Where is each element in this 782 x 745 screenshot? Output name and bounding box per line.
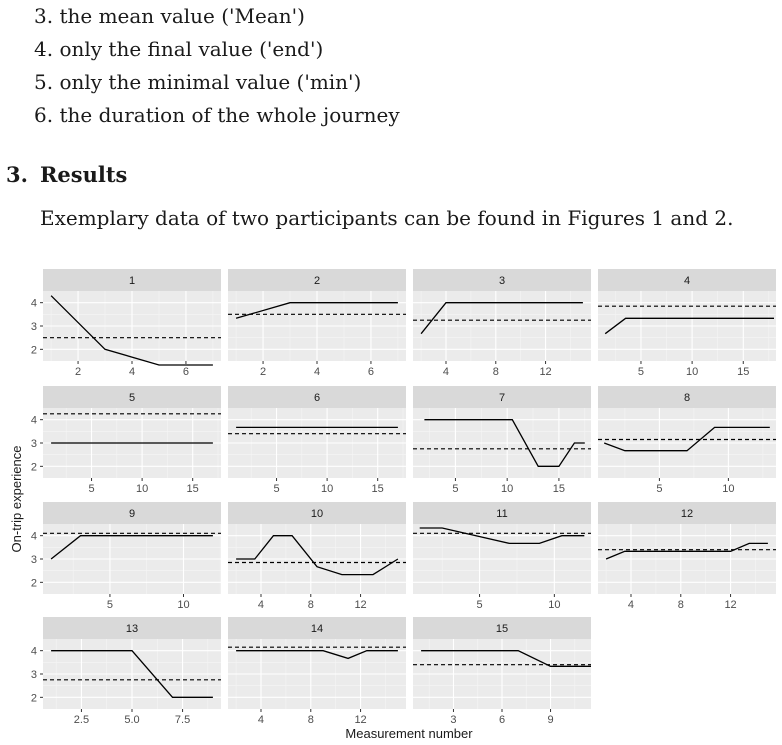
facet-panel (228, 269, 406, 378)
list-item-text: only the final value ('end') (59, 37, 324, 61)
x-tick-label: 6 (182, 366, 190, 378)
x-tick-label: 10 (548, 599, 561, 611)
x-tick-label: 10 (501, 483, 514, 495)
facet-panel (413, 386, 591, 495)
x-tick-label: 3 (450, 714, 457, 726)
x-tick-label: 5 (88, 483, 95, 495)
facet-label: 14 (310, 623, 324, 635)
list-item-number: 6. (34, 103, 54, 127)
y-axis-title: On-trip experience (9, 445, 24, 553)
x-tick-label: 4 (627, 599, 635, 611)
list-item-text: only the minimal value ('min') (59, 70, 362, 94)
facet-label: 2 (313, 275, 321, 287)
x-tick-label: 6 (498, 714, 506, 726)
list-item-number: 5. (34, 70, 54, 94)
y-tick-label: 2 (30, 461, 37, 474)
facet-label: 9 (128, 508, 136, 520)
facet-panel (598, 269, 776, 378)
x-tick-label: 12 (724, 599, 737, 611)
y-tick-label: 3 (30, 438, 37, 450)
x-tick-label: 10 (685, 366, 699, 378)
facet-panel (413, 617, 591, 726)
facet-label: 1 (128, 275, 136, 287)
facet-label: 10 (310, 508, 324, 520)
facet-label: 4 (683, 275, 691, 287)
facet-label: 5 (128, 392, 136, 404)
x-tick-label: 5 (476, 599, 483, 611)
x-tick-label: 8 (492, 366, 499, 378)
facet-label: 8 (683, 392, 691, 404)
y-tick-label: 2 (30, 692, 37, 705)
facet-panel (598, 386, 776, 495)
x-tick-label: 5 (106, 599, 113, 611)
facet-label: 3 (498, 275, 506, 287)
x-tick-label: 4 (128, 366, 136, 378)
x-tick-label: 6 (367, 366, 375, 378)
facet-label: 6 (313, 392, 321, 404)
facet-label: 11 (496, 508, 508, 520)
facet-panel (413, 269, 591, 378)
y-tick-label: 3 (30, 669, 37, 681)
x-tick-label: 15 (371, 483, 384, 495)
facet-panel (228, 386, 406, 495)
section-title: Results (39, 162, 128, 187)
enumerated-list (34, 0, 400, 132)
x-tick-label: 15 (737, 366, 750, 378)
y-tick-label: 4 (30, 297, 37, 310)
paragraph: Exemplary data of two participants can be found in Figures 1 and 2. (40, 206, 734, 230)
y-tick-label: 3 (30, 321, 37, 333)
facet-panel (31, 386, 221, 495)
facet-panel (31, 502, 221, 611)
x-tick-label: 12 (354, 714, 367, 726)
facet-label: 13 (125, 623, 139, 635)
x-tick-label: 5 (637, 366, 645, 378)
x-tick-label: 4 (257, 599, 265, 611)
y-tick-label: 2 (30, 344, 37, 357)
y-tick-label: 2 (30, 577, 37, 590)
section-number: 3. (6, 162, 28, 187)
list-item (34, 66, 400, 99)
y-tick-label: 3 (30, 554, 37, 566)
list-item (34, 0, 400, 33)
x-tick-label: 4 (442, 366, 450, 378)
section-heading (6, 162, 127, 187)
y-tick-label: 4 (30, 645, 37, 658)
list-item (34, 99, 400, 132)
facet-panel (413, 502, 591, 611)
facet-panel (228, 502, 406, 611)
x-axis-title: Measurement number (345, 726, 473, 741)
x-tick-label: 5 (656, 483, 663, 495)
x-tick-label: 2.5 (73, 714, 90, 726)
x-tick-label: 4 (257, 714, 265, 726)
x-tick-label: 5.0 (124, 714, 140, 726)
x-tick-label: 15 (552, 483, 566, 495)
faceted-line-chart (0, 262, 782, 745)
x-tick-label: 2 (74, 366, 82, 378)
facet-panel (31, 269, 221, 378)
y-tick-label: 4 (30, 530, 37, 543)
x-tick-label: 5 (273, 483, 280, 495)
x-tick-label: 10 (135, 483, 149, 495)
y-tick-label: 4 (30, 414, 37, 427)
x-tick-label: 8 (307, 599, 314, 611)
x-tick-label: 10 (722, 483, 735, 495)
list-item-number: 3. (34, 4, 54, 28)
list-item-text: the mean value ('Mean') (59, 4, 305, 28)
facet-panel (598, 502, 776, 611)
x-tick-label: 7.5 (174, 714, 191, 726)
list-item (34, 33, 400, 66)
x-tick-label: 12 (354, 599, 367, 611)
facet-label: 12 (680, 508, 694, 520)
x-tick-label: 10 (320, 483, 334, 495)
x-tick-label: 8 (307, 714, 314, 726)
x-tick-label: 5 (452, 483, 459, 495)
x-tick-label: 9 (547, 714, 554, 726)
x-tick-label: 8 (677, 599, 684, 611)
x-tick-label: 12 (539, 366, 552, 378)
list-item-text: the duration of the whole journey (59, 103, 400, 127)
x-tick-label: 4 (313, 366, 321, 378)
x-tick-label: 15 (186, 483, 199, 495)
list-item-number: 4. (34, 37, 54, 61)
facet-panel (228, 617, 406, 726)
x-tick-label: 10 (177, 599, 190, 611)
facet-label: 7 (498, 392, 506, 404)
facet-panel (31, 617, 221, 726)
x-tick-label: 2 (259, 366, 267, 378)
facet-label: 15 (495, 623, 509, 635)
